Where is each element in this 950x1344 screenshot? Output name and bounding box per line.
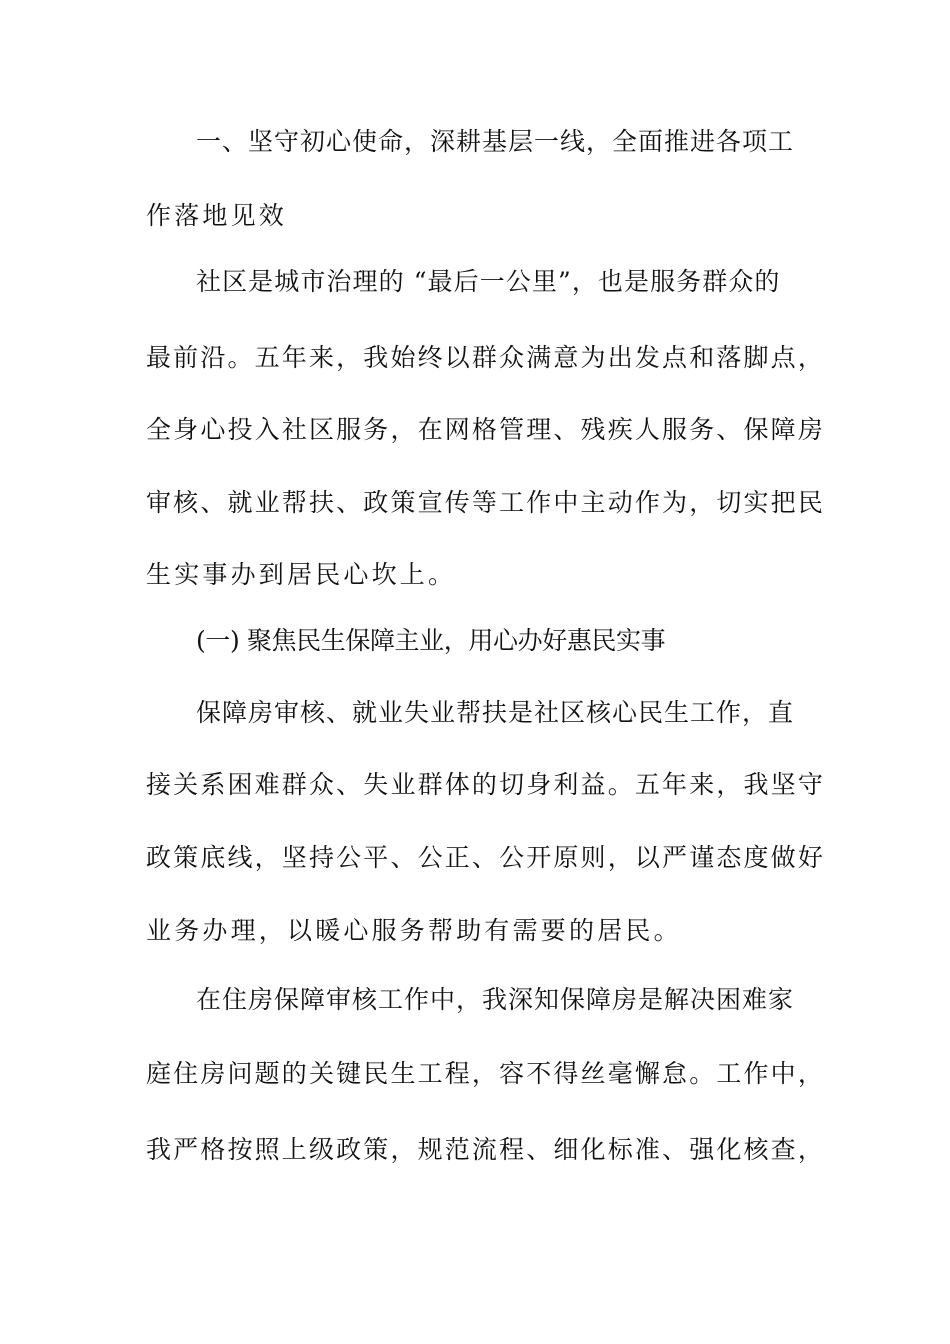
- paragraph-1-line-5: 生实事办到居民心坎上。: [146, 560, 457, 589]
- paragraph-3-line-1: 在住房保障审核工作中，我深知保障房是解决困难家: [196, 985, 795, 1014]
- paragraph-2-line-2: 接关系困难群众、失业群体的切身利益。五年来，我坚守: [146, 770, 826, 799]
- paragraph-1-line-4: 审核、就业帮扶、政策宣传等工作中主动作为，切实把民: [146, 488, 826, 517]
- paragraph-2-line-4: 业务办理，以暖心服务帮助有需要的居民。: [146, 916, 682, 945]
- subheading-1: (一) 聚焦民生保障主业，用心办好惠民实事: [196, 626, 666, 655]
- paragraph-1-line-1: 社区是城市治理的 “最后一公里”，也是服务群众的: [196, 267, 781, 296]
- heading-line-1: 一、坚守初心使命，深耕基层一线，全面推进各项工: [196, 127, 795, 156]
- paragraph-3-line-3: 我严格按照上级政策，规范流程、细化标准、强化核查，: [146, 1135, 826, 1164]
- heading-line-2: 作落地见效: [146, 201, 288, 230]
- paragraph-2-line-1: 保障房审核、就业失业帮扶是社区核心民生工作，直: [196, 698, 795, 727]
- paragraph-1-line-3: 全身心投入社区服务，在网格管理、残疾人服务、保障房: [146, 415, 826, 444]
- paragraph-2-line-3: 政策底线，坚持公平、公正、公开原则，以严谨态度做好: [146, 843, 826, 872]
- paragraph-3-line-2: 庭住房问题的关键民生工程，容不得丝毫懈怠。工作中，: [146, 1059, 826, 1088]
- paragraph-1-line-2: 最前沿。五年来，我始终以群众满意为出发点和落脚点，: [146, 343, 826, 372]
